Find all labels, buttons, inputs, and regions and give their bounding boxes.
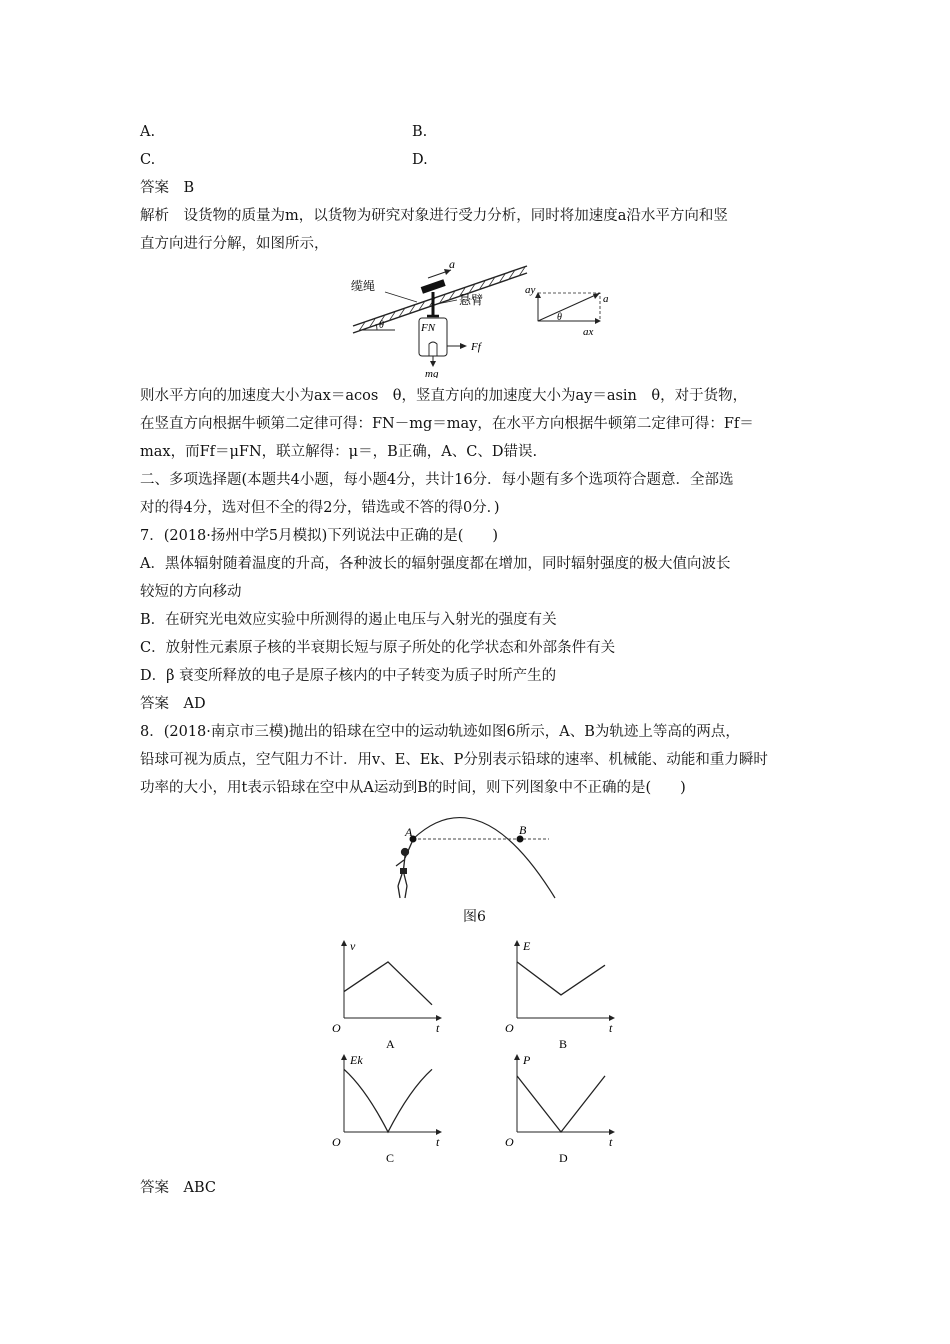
graph-c — [330, 1052, 450, 1166]
a-vector — [538, 293, 600, 321]
graph-d-plot — [503, 1052, 623, 1162]
graph-c-y-label: Ek — [350, 1053, 363, 1067]
graph-b-y-arrow — [514, 940, 520, 946]
trajectory-curve — [413, 818, 555, 898]
graph-c-y-arrow — [341, 1054, 347, 1060]
graph-b-plot — [503, 938, 623, 1048]
q7-stem: 7．(2018·扬州中学5月模拟)下列说法中正确的是( ) — [140, 528, 499, 544]
graph-b-caption: B — [559, 1037, 568, 1048]
option-b: B. — [412, 124, 428, 140]
force-diagram — [345, 258, 615, 378]
graph-c-series-line — [344, 1069, 432, 1132]
section2-line-1: 二、多项选择题(本题共4小题，每小题4分，共计16分．每小题有多个选项符合题意．全部选 — [140, 472, 734, 488]
q6-answer: 答案 B — [140, 180, 195, 196]
point-b-label: B — [519, 823, 527, 837]
graph-d — [503, 1052, 623, 1166]
graph-d-caption: D — [559, 1151, 568, 1162]
athlete-figure — [396, 842, 412, 898]
trajectory-figure — [385, 806, 565, 902]
graph-c-caption: C — [386, 1151, 395, 1162]
option-c: C. — [140, 152, 156, 168]
section2-line-2: 对的得4分，选对但不全的得2分，错选或不答的得0分．) — [140, 500, 500, 516]
a-vector-head — [593, 293, 600, 299]
rope-label-leader — [385, 292, 417, 302]
q7-option-a-line-1: A．黑体辐射随着温度的升高，各种波长的辐射强度都在增加，同时辐射强度的极大值向波长 — [140, 556, 731, 572]
mg-label: mg — [425, 368, 439, 378]
graph-b — [503, 938, 623, 1052]
acceleration-label: a — [449, 258, 455, 271]
graph-b-x-label: t — [609, 1021, 613, 1035]
figure-6-caption: 图6 — [463, 909, 486, 925]
graph-a-y-arrow — [341, 940, 347, 946]
ff-arrow-head — [460, 343, 467, 349]
graph-b-y-label: E — [523, 939, 531, 953]
graph-b-series-line — [517, 962, 605, 995]
q7-option-c: C．放射性元素原子核的半衰期长短与原子所处的化学状态和外部条件有关 — [140, 640, 616, 656]
graph-c-plot — [330, 1052, 450, 1162]
graph-a — [330, 938, 450, 1052]
q6-line-2: 在竖直方向根据牛顿第二定律可得：FN－mg＝may，在水平方向根据牛顿第二定律可得：Ff＝ — [140, 416, 754, 432]
q8-stem-line-1: 8．(2018·南京市三模)抛出的铅球在空中的运动轨迹如图6所示，A、B为轨迹上等高的两点， — [140, 724, 740, 740]
option-d: D. — [412, 152, 428, 168]
graph-a-y-label: v — [350, 939, 356, 953]
point-a-label: A — [405, 825, 413, 839]
graph-a-origin: O — [332, 1021, 341, 1035]
q7-option-b: B．在研究光电效应实验中所测得的遏止电压与入射光的强度有关 — [140, 612, 557, 628]
q7-option-d: D．β 衰变所释放的电子是原子核内的中子转变为质子时所产生的 — [140, 668, 557, 684]
q6-line-1: 则水平方向的加速度大小为ax＝acos θ，竖直方向的加速度大小为ay＝asin θ，对于货物， — [140, 388, 748, 404]
a-label: a — [603, 293, 609, 305]
graph-d-x-label: t — [609, 1135, 613, 1149]
q6-analysis-line-2: 直方向进行分解，如图所示， — [140, 236, 329, 252]
q7-option-a-line-2: 较短的方向移动 — [140, 584, 242, 600]
graph-d-y-label: P — [523, 1053, 531, 1067]
graph-c-x-label: t — [436, 1135, 440, 1149]
graph-a-plot — [330, 938, 450, 1048]
graph-a-series-line — [344, 962, 432, 1005]
mg-arrow-head — [430, 361, 436, 367]
theta-label: θ — [379, 320, 384, 331]
q8-answer: 答案 ABC — [140, 1180, 216, 1196]
graph-a-caption: A — [386, 1037, 395, 1048]
fn-label: FN — [421, 322, 436, 334]
arm-label: 悬臂 — [459, 293, 484, 307]
graph-d-y-arrow — [514, 1054, 520, 1060]
graph-c-origin: O — [332, 1135, 341, 1149]
q8-stem-line-2: 铅球可视为质点，空气阻力不计．用v、E、Ek、P分别表示铅球的速率、机械能、动能和重力瞬时 — [140, 752, 768, 768]
option-a: A. — [140, 124, 156, 140]
theta-label-2: θ — [557, 312, 562, 323]
cargo-inner — [429, 342, 437, 356]
rope-label: 缆绳 — [351, 279, 376, 293]
graph-d-series-line — [517, 1076, 605, 1132]
q6-line-3: max，而Ff＝μFN，联立解得：μ＝，B正确，A、C、D错误. — [140, 444, 538, 460]
ff-label: Ff — [471, 341, 481, 353]
q8-stem-line-3: 功率的大小，用t表示铅球在空中从A运动到B的时间，则下列图象中不正确的是( ) — [140, 780, 686, 796]
ay-label: ay — [525, 284, 536, 296]
graph-b-origin: O — [505, 1021, 514, 1035]
q6-analysis-line-1: 解析 设货物的质量为m，以货物为研究对象进行受力分析，同时将加速度a沿水平方向和竖 — [140, 208, 728, 224]
trolley — [421, 279, 446, 293]
graph-d-origin: O — [505, 1135, 514, 1149]
graph-a-x-label: t — [436, 1021, 440, 1035]
q7-answer: 答案 AD — [140, 696, 206, 712]
ax-label: ax — [583, 326, 594, 338]
